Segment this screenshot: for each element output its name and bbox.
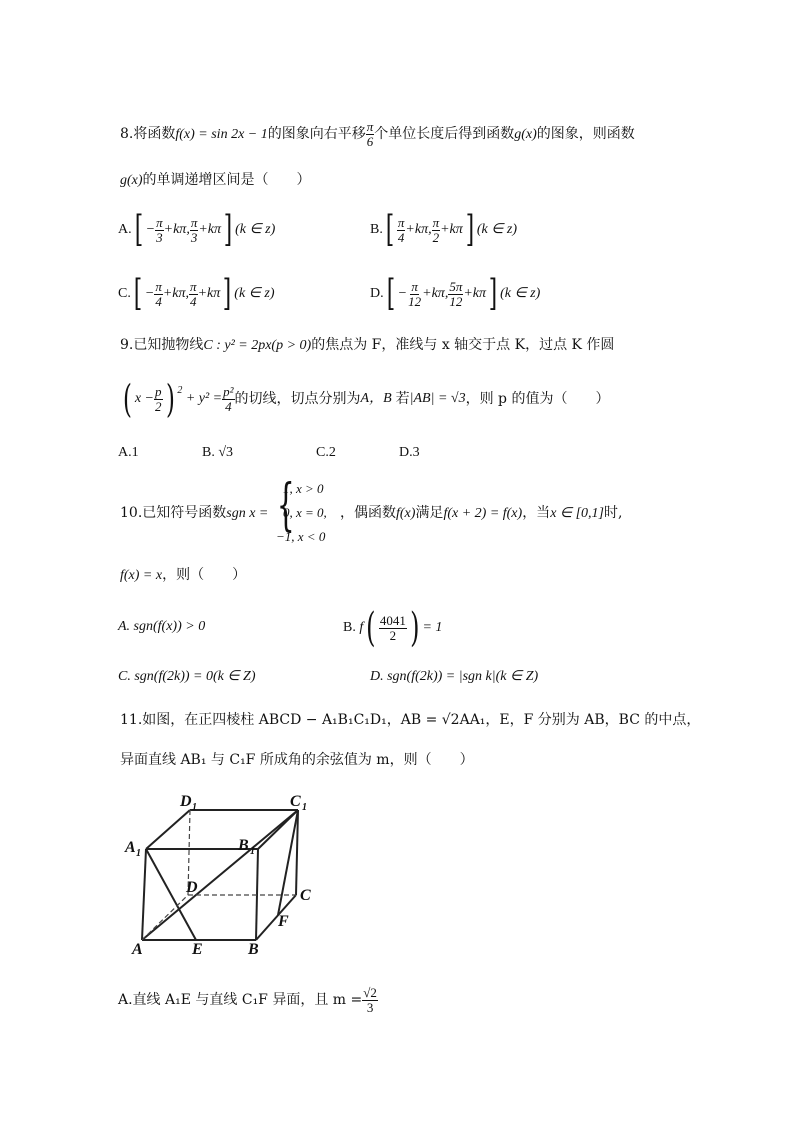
q8-function: f(x) = sin 2x − 1 bbox=[175, 127, 268, 143]
option-label: D. bbox=[370, 286, 384, 301]
fraction: $\frac{\pi}{12}$ bbox=[408, 278, 422, 309]
q11-option-a[interactable] bbox=[118, 986, 378, 1014]
label-d1-sub: 1 bbox=[192, 802, 197, 813]
q8-text: 8.将函数 bbox=[120, 126, 176, 143]
option-label: A. bbox=[118, 222, 132, 237]
q9-option-d[interactable]: D.3 bbox=[399, 445, 420, 460]
fraction: $\frac{p}{2}$ bbox=[155, 383, 162, 414]
q9-option-a[interactable]: A.1 bbox=[118, 445, 139, 460]
q10-case-1: 1, x > 0 bbox=[283, 481, 324, 496]
hidden-ad bbox=[142, 895, 188, 940]
q8-line1 bbox=[120, 120, 635, 148]
fraction: $\frac{\pi}{4}$ bbox=[397, 214, 405, 245]
q8-option-d[interactable]: D.[ − $\frac{\pi}{12}$ +kπ, $\frac{5\pi}{12}$ +kπ] (k ∈ z) bbox=[370, 273, 541, 314]
edge-a1d1 bbox=[146, 810, 190, 849]
label-b: B bbox=[248, 941, 259, 958]
fraction: $\frac{4041}{2}$ bbox=[379, 612, 406, 643]
q11-line1: 11.如图，在正四棱柱 ABCD − A₁B₁C₁D₁，AB = √2AA₁，E，F 分别为 AB，BC 的中点， bbox=[120, 712, 701, 728]
q10-option-a[interactable]: A. sgn(f(x)) > 0 bbox=[118, 619, 206, 634]
q8-text: 个单位长度后得到函数 bbox=[374, 126, 515, 143]
label-e: E bbox=[192, 941, 203, 958]
edge-bc bbox=[256, 895, 296, 940]
q9-parabola: C : y² = 2px(p > 0) bbox=[203, 338, 312, 353]
label-c: C bbox=[300, 887, 311, 904]
q8-gx: g(x) bbox=[120, 173, 143, 188]
q10-line1 bbox=[120, 506, 268, 521]
q10-case-2: 0, x = 0, bbox=[283, 505, 327, 520]
q9-text: 的焦点为 F，准线与 x 轴交于点 K，过点 K 作圆 bbox=[311, 337, 615, 353]
fraction: $\frac{5\pi}{12}$ bbox=[449, 278, 463, 309]
fraction: $\frac{\text{p²}}{4}$ bbox=[223, 383, 234, 414]
label-a1-sub: 1 bbox=[136, 848, 141, 859]
label-a1: A bbox=[125, 839, 136, 856]
q10-option-d[interactable]: D. sgn(f(2k)) = |sgn k|(k ∈ Z) bbox=[370, 669, 539, 684]
q9-option-c[interactable]: C.2 bbox=[316, 445, 336, 460]
option-label: C. bbox=[118, 286, 131, 301]
q11-line2: 异面直线 AB₁ 与 C₁F 所成角的余弦值为 m，则（ ） bbox=[120, 752, 474, 768]
prism-figure bbox=[110, 788, 330, 960]
q9-line1 bbox=[120, 338, 614, 353]
q8-option-c[interactable]: C.[ − $\frac{\pi}{4}$ +kπ, $\frac{\pi}{4}$ +kπ] (k ∈ z) bbox=[118, 273, 275, 314]
fraction: $\frac{\pi}{4}$ bbox=[190, 278, 197, 309]
label-b1-sub: 1 bbox=[250, 846, 255, 857]
label-a: A bbox=[132, 941, 143, 958]
q9-text: 9.已知抛物线 bbox=[120, 337, 204, 353]
label-d: D bbox=[186, 879, 198, 896]
q8-option-b[interactable]: B.[ $\frac{\pi}{4}$ +kπ, $\frac{\pi}{2}$ +kπ] (k ∈ z) bbox=[370, 209, 518, 250]
q10-line2: f(x) = x，则（ ） bbox=[120, 567, 247, 583]
q10-sgn: sgn x = bbox=[226, 506, 269, 521]
q8-text: 的单调递增区间是（ ） bbox=[142, 172, 311, 188]
label-c1-sub: 1 bbox=[302, 802, 307, 813]
q8-gx: g(x) bbox=[514, 127, 537, 143]
label-b1: B bbox=[238, 837, 249, 854]
q10-line1-rest: ，偶函数f(x)满足f(x + 2) = f(x)，当x ∈ [0,1]时, bbox=[340, 505, 623, 521]
fraction: $\frac{\pi}{3}$ bbox=[156, 214, 163, 245]
q9-option-b[interactable]: B. √3 bbox=[202, 445, 234, 460]
q9-ab: |AB| = √3 bbox=[409, 391, 466, 406]
q10-brace: { bbox=[276, 473, 295, 538]
q8-shift-fraction: $\frac{\pi}{6}$ bbox=[366, 119, 374, 149]
fraction: $\frac{\pi}{4}$ bbox=[155, 278, 162, 309]
label-d1: D bbox=[180, 793, 192, 810]
label-c1: C bbox=[290, 793, 301, 810]
q9-line2: ( x − $\frac{p}{2}$ ) 2 + y² = $\frac{\text{p²}}{4}$ 的切线，切点分别为A，B 若|AB| = √3，则 p 的值为（ ） bbox=[122, 377, 610, 421]
q10-option-b[interactable]: B. f( $\frac{4041}{2}$ ) = 1 bbox=[343, 605, 443, 651]
q8-text: 的图象，则函数 bbox=[536, 126, 635, 143]
q10-option-c[interactable]: C. sgn(f(2k)) = 0(k ∈ Z) bbox=[118, 669, 256, 684]
q8-line2 bbox=[120, 173, 311, 188]
fraction: $\frac{\pi}{3}$ bbox=[190, 214, 198, 245]
q9-text: 若 bbox=[395, 391, 410, 407]
q11-option-a-text: A.直线 A₁E 与直线 C₁F 异面，且 m = bbox=[118, 992, 363, 1009]
q9-text: 的切线，切点分别为 bbox=[234, 391, 361, 407]
q10-text: 10.已知符号函数 bbox=[120, 505, 227, 521]
q9-text: ，则 p 的值为（ ） bbox=[465, 391, 610, 407]
fraction: $\frac{√2}{3}$ bbox=[363, 985, 377, 1015]
q8-text: 的图象向右平移 bbox=[267, 126, 366, 143]
option-label: B. bbox=[370, 222, 383, 237]
q10-case-3: −1, x < 0 bbox=[276, 529, 326, 544]
fraction: $\frac{\pi}{2}$ bbox=[432, 214, 440, 245]
q9-points: A，B bbox=[360, 391, 392, 406]
label-f: F bbox=[278, 913, 289, 930]
edge-aa1 bbox=[142, 849, 146, 940]
q8-option-a[interactable]: A.[ − $\frac{\pi}{3}$ +kπ, $\frac{\pi}{3}$ +kπ] (k ∈ z) bbox=[118, 209, 276, 250]
